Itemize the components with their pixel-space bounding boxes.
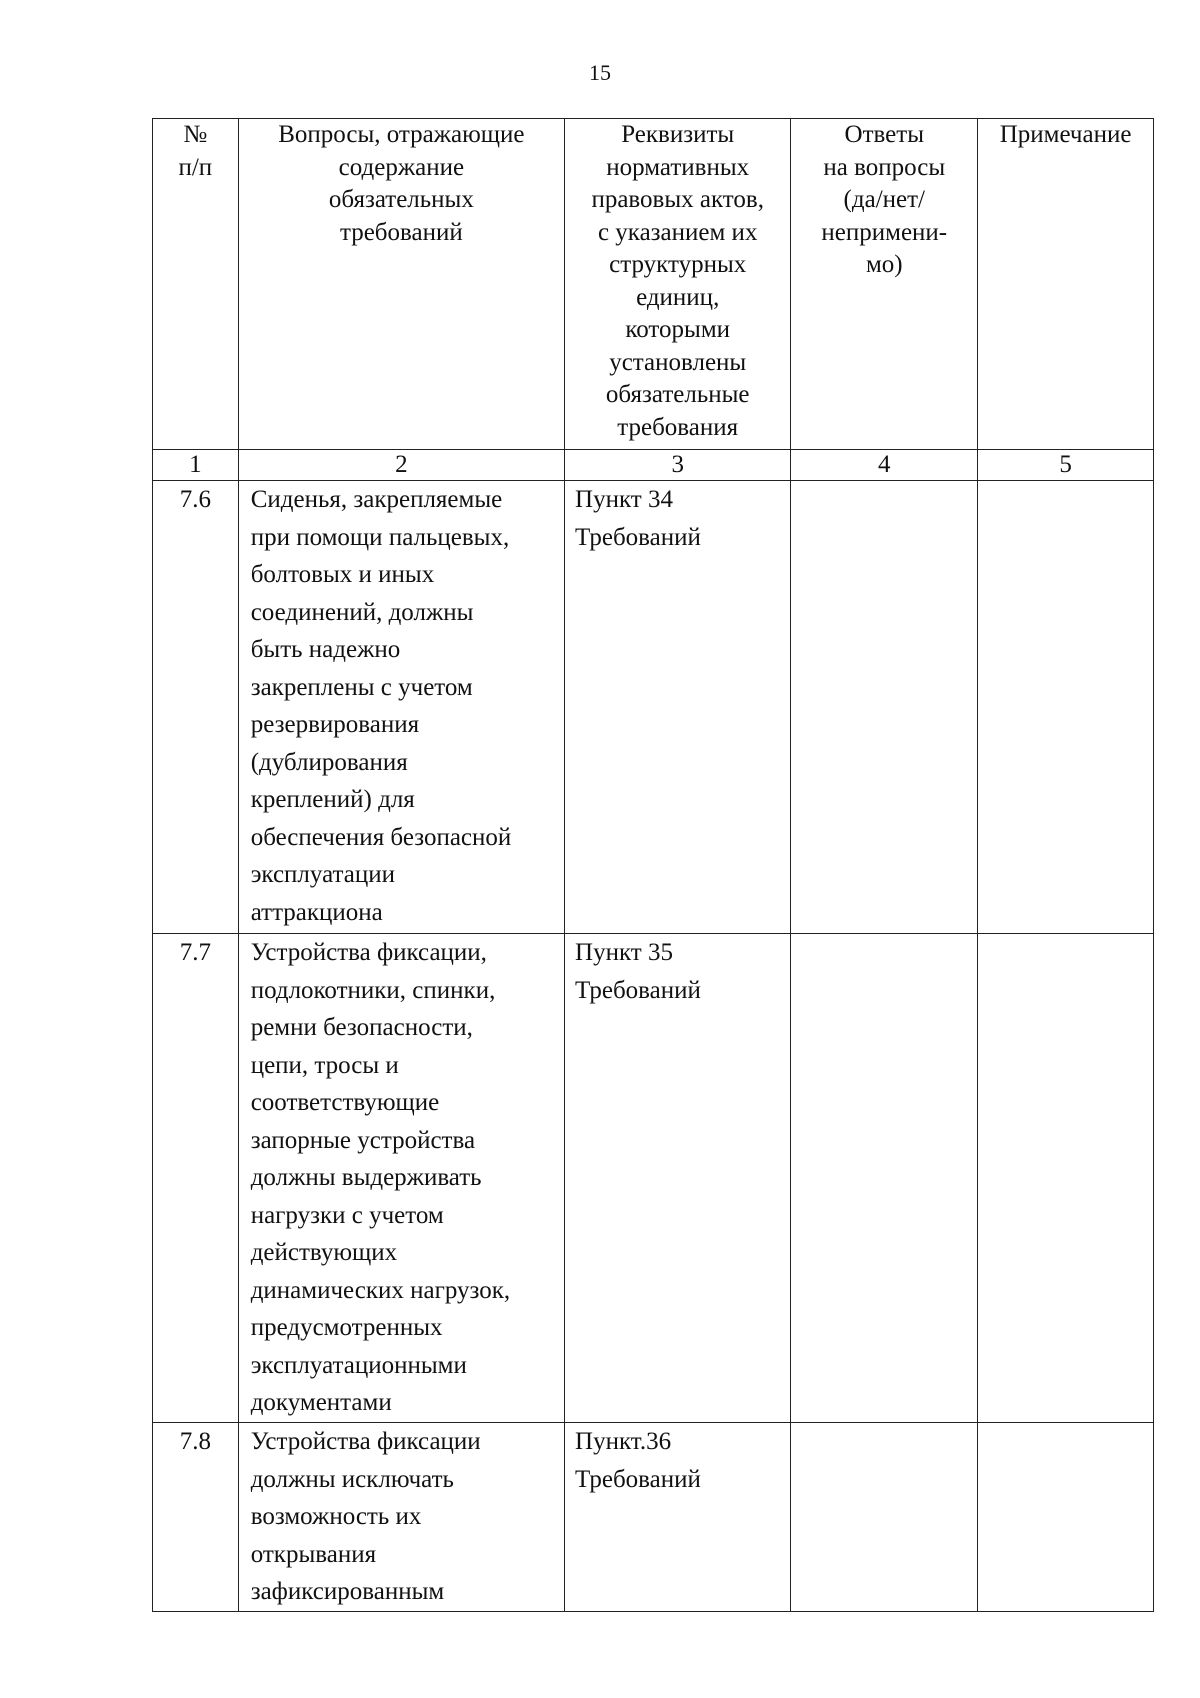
page-number: 15 xyxy=(589,60,611,85)
requirement-line: документами xyxy=(250,1389,392,1416)
requirement-line: аттракциона xyxy=(250,898,383,926)
table-row xyxy=(153,934,1154,1423)
table-row xyxy=(153,481,1154,934)
header-line: Реквизиты xyxy=(621,121,735,148)
requirement-line: креплений) для xyxy=(250,786,415,813)
reference-line: Пункт 35 xyxy=(575,939,673,966)
column-number: 4 xyxy=(791,450,978,481)
column-number-row xyxy=(153,450,1154,481)
requirement-line: Сиденья, закрепляемые xyxy=(250,486,503,513)
requirement-line: быть надежно xyxy=(250,636,401,663)
header-line: требований xyxy=(339,218,463,246)
requirement-line: эксплуатационными xyxy=(250,1351,467,1379)
answer-cell xyxy=(791,1423,978,1612)
header-line: с указанием их xyxy=(597,218,758,246)
requirement-line: ремни безопасности, xyxy=(250,1014,473,1041)
requirement-line: открывания xyxy=(250,1540,377,1568)
requirement-line: возможность их xyxy=(250,1503,422,1530)
row-number: 7.7 xyxy=(153,934,239,1423)
header-line: содержание xyxy=(338,153,465,181)
requirement-line: подлокотники, спинки, xyxy=(250,976,496,1004)
column-number: 5 xyxy=(978,450,1154,481)
requirement-line: предусмотренных xyxy=(250,1314,443,1341)
requirement-line: зафиксированным xyxy=(250,1578,445,1605)
column-number: 2 xyxy=(238,450,564,481)
note-cell xyxy=(978,1423,1154,1612)
header-line: правовых актов, xyxy=(591,186,764,213)
table-header-row xyxy=(153,119,1154,450)
header-note xyxy=(978,119,1154,450)
header-line: № xyxy=(183,121,208,148)
header-line: установлены xyxy=(609,348,747,376)
header-line: мо) xyxy=(865,251,903,278)
note-cell xyxy=(978,481,1154,934)
requirement-line: действующих xyxy=(250,1239,398,1266)
header-line: (да/нет/ xyxy=(843,186,925,213)
reference-line: Требований xyxy=(575,523,701,551)
answer-cell xyxy=(791,934,978,1423)
reference-line: Требований xyxy=(575,976,701,1004)
row-number: 7.6 xyxy=(153,481,239,934)
requirement-line: обеспечения безопасной xyxy=(250,823,512,851)
header-answers xyxy=(791,119,978,450)
header-line: обязательных xyxy=(328,186,474,213)
header-line: Примечание xyxy=(999,121,1132,148)
requirement-line: запорные устройства xyxy=(250,1126,476,1154)
row-number: 7.8 xyxy=(153,1423,239,1612)
header-line: Вопросы, отражающие xyxy=(278,121,525,148)
answer-cell xyxy=(791,481,978,934)
reference-line: Пункт 34 xyxy=(575,486,673,513)
table-row xyxy=(153,1423,1154,1612)
requirement-line: соединений, должны xyxy=(250,598,474,626)
requirement-line: эксплуатации xyxy=(250,861,395,888)
reference-cell xyxy=(565,1423,791,1612)
requirement-line: цепи, тросы и xyxy=(250,1051,399,1079)
requirement-line: соответствующие xyxy=(250,1089,440,1116)
header-line: которыми xyxy=(625,316,731,343)
requirement-line: динамических нагрузок, xyxy=(250,1276,511,1304)
header-line: единиц, xyxy=(636,283,720,311)
requirement-cell xyxy=(238,481,564,934)
requirement-cell xyxy=(238,934,564,1423)
header-line: требования xyxy=(617,413,739,441)
requirement-cell xyxy=(238,1423,564,1612)
header-references xyxy=(565,119,791,450)
header-line: структурных xyxy=(609,251,747,278)
reference-line: Пункт.36 xyxy=(575,1428,672,1455)
requirement-line: нагрузки с учетом xyxy=(250,1201,444,1229)
header-line: п/п xyxy=(178,153,213,181)
requirement-line: должны исключать xyxy=(250,1465,454,1493)
requirement-line: закреплены с учетом xyxy=(250,673,473,701)
header-line: обязательные xyxy=(605,381,750,408)
column-number: 3 xyxy=(565,450,791,481)
header-line: нормативных xyxy=(606,153,750,181)
reference-line: Требований xyxy=(575,1465,701,1493)
requirement-line: (дублирования xyxy=(250,748,408,776)
reference-cell xyxy=(565,934,791,1423)
header-line: Ответы xyxy=(844,121,924,148)
reference-cell xyxy=(565,481,791,934)
header-questions xyxy=(238,119,564,450)
header-number xyxy=(153,119,239,450)
requirements-table xyxy=(152,118,1154,1612)
header-line: непримени- xyxy=(821,218,948,246)
header-line: на вопросы xyxy=(823,153,946,181)
requirement-line: Устройства фиксации xyxy=(250,1428,481,1455)
requirement-line: при помощи пальцевых, xyxy=(250,523,510,551)
note-cell xyxy=(978,934,1154,1423)
column-number: 1 xyxy=(153,450,239,481)
requirement-line: должны выдерживать xyxy=(250,1164,482,1191)
requirement-line: Устройства фиксации, xyxy=(250,939,487,966)
requirement-line: болтовых и иных xyxy=(250,561,435,588)
requirement-line: резервирования xyxy=(250,711,420,738)
